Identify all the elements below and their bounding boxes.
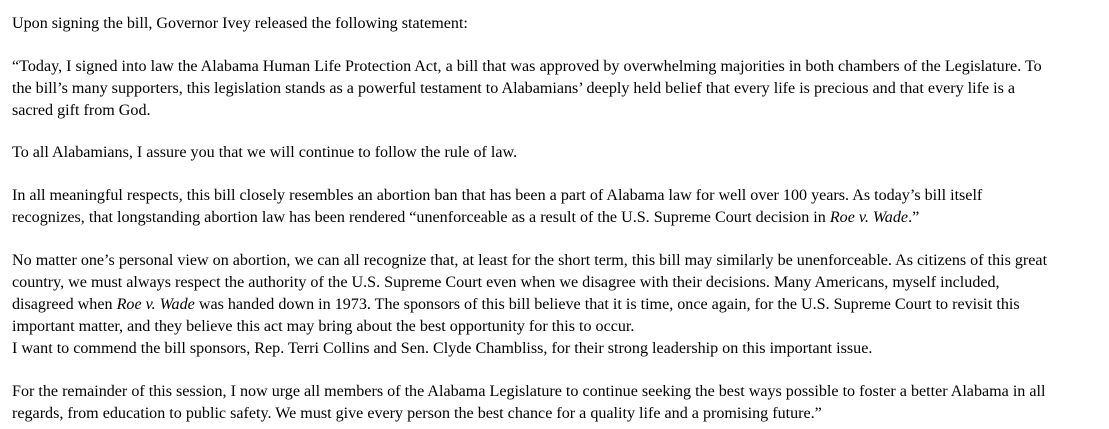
- text-segment: was handed down in 1973. The sponsors of this bill believe that it is time, once again, for the U.S. Supreme Court to revisit this: [194, 296, 1020, 314]
- text-segment: disagreed when: [12, 296, 117, 314]
- paragraph-line: No matter one’s personal view on abortion, we can all recognize that, at least for the short term, this bill may similarly be unenforceable. As citizens of this great: [12, 251, 1048, 269]
- rule-of-law-paragraph: [12, 142, 1101, 164]
- case-name-italic: Roe v. Wade: [829, 209, 909, 227]
- abortion-ban-paragraph: [12, 185, 1101, 229]
- paragraph-line: important matter, and they believe this act may bring about the best opportunity for this to occur.: [12, 318, 635, 336]
- paragraph-line: In all meaningful respects, this bill closely resembles an abortion ban that has been a part of Alabama law for well over 100 years. As today’s bill itself: [12, 186, 983, 204]
- paragraph-line: For the remainder of this session, I now urge all members of the Alabama Legislature to continue seeking the best ways possible to foster a better Alabama in all: [12, 382, 1046, 400]
- paragraph-line: To all Alabamians, I assure you that we will continue to follow the rule of law.: [12, 144, 518, 162]
- quote-paragraph-opening: [12, 56, 1101, 123]
- personal-view-paragraph: [12, 250, 1101, 339]
- closing-paragraph: [12, 381, 1101, 425]
- intro-text: Upon signing the bill, Governor Ivey released the following statement:: [12, 15, 468, 32]
- paragraph-line: the bill’s many supporters, this legislation stands as a powerful testament to Alabamians’ deeply held belief that every life is precious and that every life is a: [12, 79, 1016, 97]
- paragraph-line: country, we must always respect the authority of the U.S. Supreme Court even when we disagree with their decisions. Many Americans, myself included,: [12, 273, 1000, 291]
- intro-paragraph: [12, 13, 1101, 35]
- text-segment: .”: [908, 209, 920, 227]
- paragraph-line: [12, 294, 1101, 316]
- paragraph-line: I want to commend the bill sponsors, Rep. Terri Collins and Sen. Clyde Chambliss, for their strong leadership on this important issue.: [12, 340, 873, 358]
- text-segment: recognizes, that longstanding abortion law has been rendered “unenforceable as a result of the U.S. Supreme Court decision in: [12, 209, 830, 227]
- paragraph-line: [12, 207, 1101, 229]
- case-name-italic: Roe v. Wade: [116, 296, 195, 314]
- commend-sponsors-paragraph: [12, 338, 1101, 360]
- paragraph-line: regards, from education to public safety. We must give every person the best chance for a quality life and a promising future.”: [12, 405, 822, 423]
- paragraph-line: sacred gift from God.: [12, 101, 151, 119]
- paragraph-line: “Today, I signed into law the Alabama Human Life Protection Act, a bill that was approved by overwhelming majorities in both chambers of the Legislature. To: [12, 57, 1042, 75]
